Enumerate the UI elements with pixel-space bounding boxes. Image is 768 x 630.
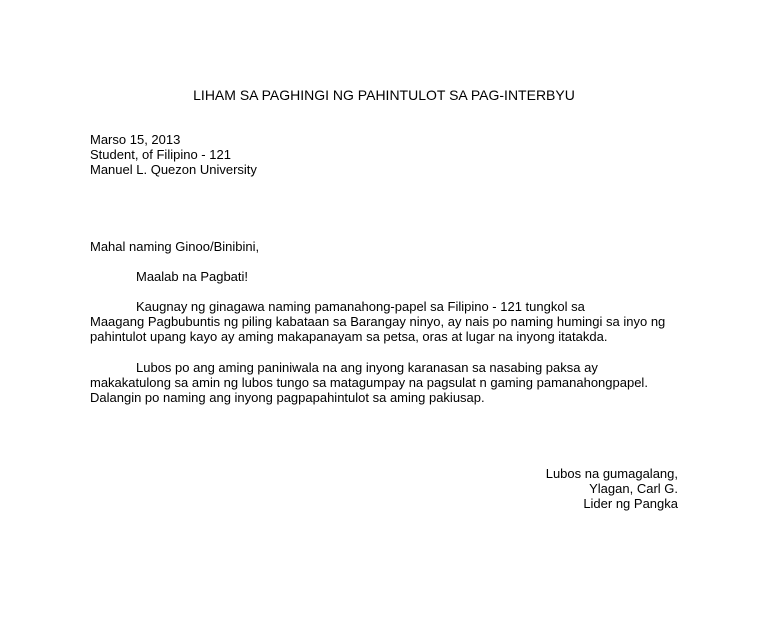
paragraph-line: Maagang Pagbubuntis ng piling kabataan sa Barangay ninyo, ay nais po naming humingi sa inyo ng <box>90 314 666 329</box>
body-paragraph-1 <box>90 299 665 344</box>
paragraph-line: Kaugnay ng ginagawa naming pamanahong-papel sa Filipino - 121 tungkol sa <box>136 299 585 314</box>
letter-salutation: Mahal naming Ginoo/Binibini, <box>90 239 260 254</box>
body-paragraph-2 <box>90 360 648 405</box>
sender-university: Manuel L. Quezon University <box>90 162 257 177</box>
letter-greeting: Maalab na Pagbati! <box>136 269 249 284</box>
signatory-name: Ylagan, Carl G. <box>589 481 678 496</box>
paragraph-line: Dalangin po naming ang inyong pagpapahintulot sa aming pakiusap. <box>90 390 485 405</box>
letter-title: LIHAM SA PAGHINGI NG PAHINTULOT SA PAG-INTERBYU <box>193 87 575 103</box>
letter-date: Marso 15, 2013 <box>90 132 181 147</box>
signatory-role: Lider ng Pangka <box>583 496 678 511</box>
letter-header <box>90 132 257 177</box>
letter-closing <box>546 466 678 511</box>
paragraph-line: pahintulot upang kayo ay aming makapanayam sa petsa, oras at lugar na inyong itatakda. <box>90 329 608 344</box>
closing-phrase: Lubos na gumagalang, <box>545 466 678 481</box>
paragraph-line: makakatulong sa amin ng lubos tungo sa matagumpay na pagsulat n gaming pamanahongpapel. <box>90 375 648 390</box>
sender-course: Student, of Filipino - 121 <box>90 147 231 162</box>
paragraph-line: Lubos po ang aming paniniwala na ang inyong karanasan sa nasabing paksa ay <box>136 360 598 375</box>
